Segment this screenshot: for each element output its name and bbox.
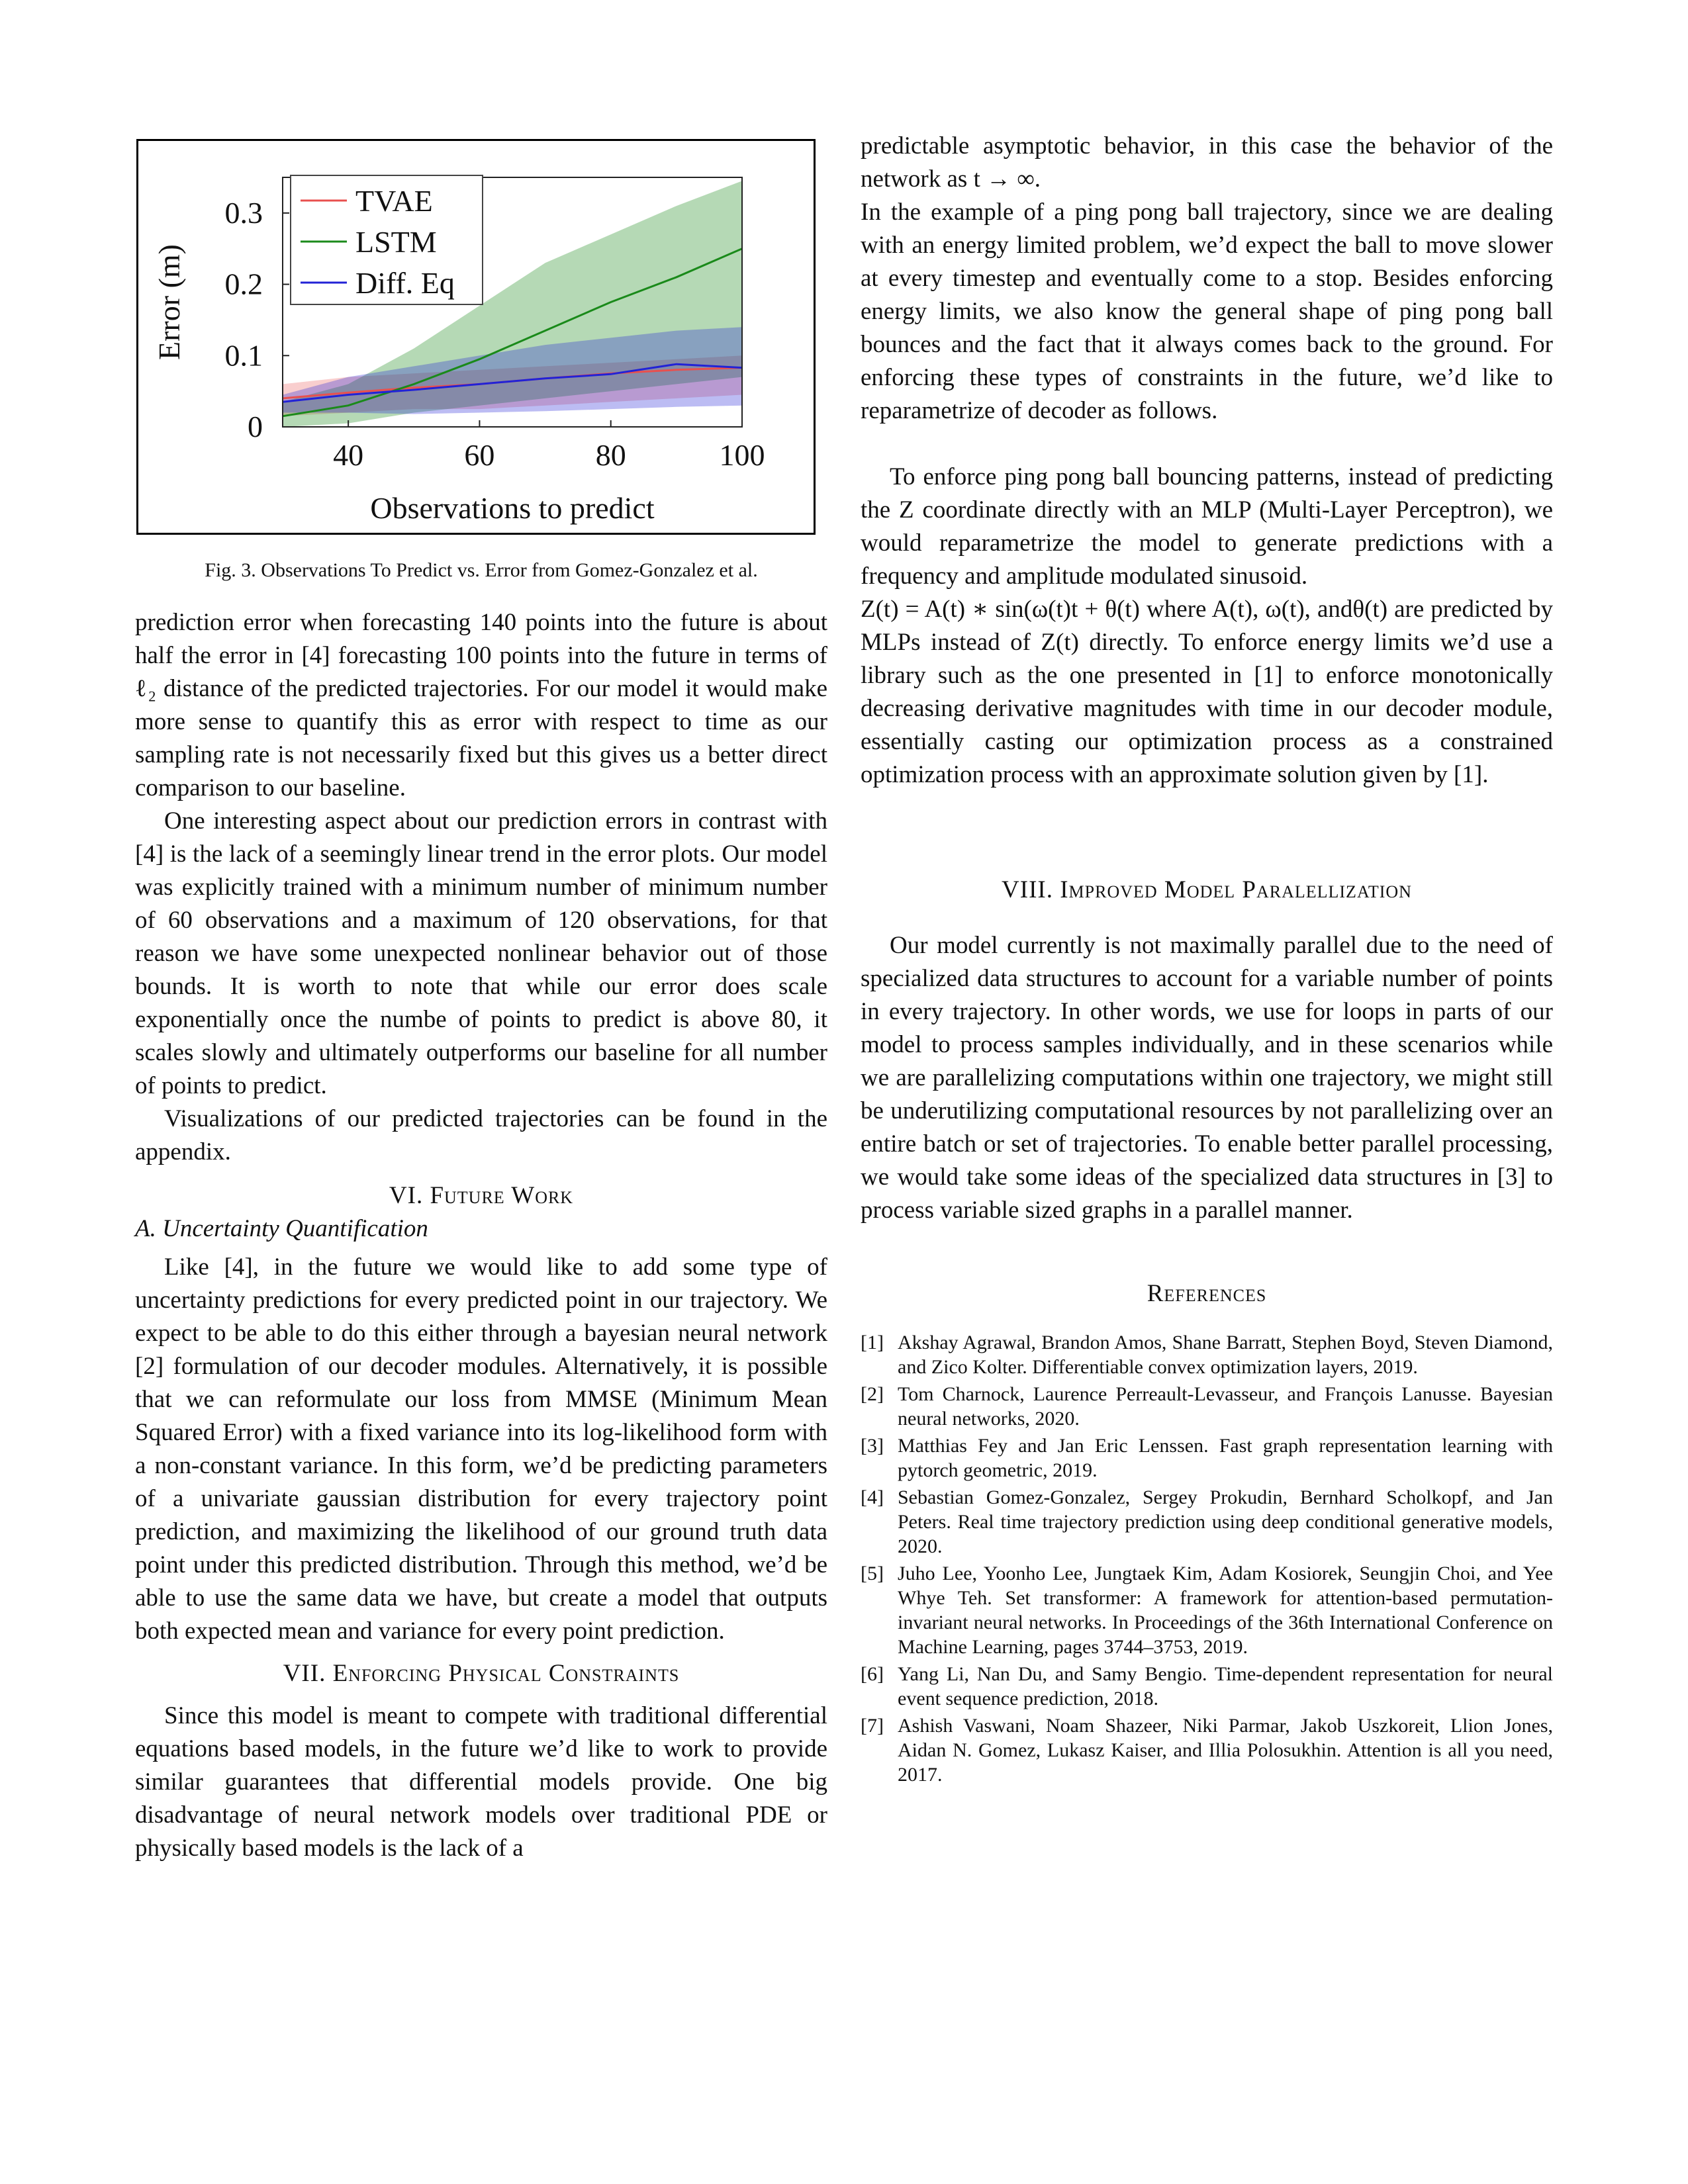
reference-text: Tom Charnock, Laurence Perreault-Levasseur, and François Lanusse. Bayesian neural networks, 2020. [898, 1383, 1553, 1430]
paragraph: Since this model is meant to compete with traditional differential equations based models, in the future we’d like to work to provide similar guarantees that differential models provide. One big disadvantage of neural network models over traditional PDE or physically based models is the lack of a [135, 1702, 827, 1862]
error-chart [138, 141, 814, 533]
left-column [135, 130, 827, 1865]
paragraph: To enforce ping pong ball bouncing patterns, instead of predicting the Z coordinate directly with an MLP (Multi-Layer Perceptron), we would reparametrize the model to generate predictions with a frequency and amplitude modulated sinusoid. [861, 463, 1553, 590]
reference-item [861, 1433, 1553, 1482]
x-tick-label: 100 [719, 438, 765, 472]
section-heading: VI. Future Work [389, 1182, 574, 1209]
paragraph: Visualizations of our predicted trajectories can be found in the appendix. [135, 1105, 827, 1165]
reference-label: [7] [861, 1715, 884, 1737]
x-tick-label: 60 [464, 438, 495, 472]
y-tick-label: 0.2 [224, 267, 263, 301]
paragraph: Z(t) = A(t) ∗ sin(ω(t)t + θ(t) where A(t), ω(t), andθ(t) are predicted by MLPs instead of Z(t) directly. To enforce energy limits we’d use a library such as the one presented in [1] to enforce monotonically decreasing derivative magnitudes with time in our decoder module, essentially casting our optimization process as a constrained optimization process with an approximate solution given by [1]. [861, 596, 1553, 788]
reference-text: Sebastian Gomez-Gonzalez, Sergey Prokudin, Bernhard Scholkopf, and Jan Peters. Real time trajectory prediction using deep conditional generative models, 2020. [898, 1486, 1553, 1557]
paragraph: Our model currently is not maximally parallel due to the need of specialized data structures to account for a variable number of points in every trajectory. In other words, we use for loops in parts of our model to process samples individually, and in these scenarios while we are parallelizing computations within one trajectory, we might still be underutilizing computational resources by not parallelizing over an entire batch or set of trajectories. To enable better parallel processing, we would take some ideas of the specialized data structures in [3] to process variable sized graphs in a parallel manner. [861, 932, 1553, 1224]
figure-3 [136, 139, 816, 535]
paragraph: Like [4], in the future we would like to add some type of uncertainty predictions for every predicted point in our trajectory. We expect to be able to do this either through a bayesian neural network [2] formulation of our decoder modules. Alternatively, it is possible that we can reformulate our loss from MMSE (Minimum Mean Squared Error) with a fixed variance into its log-likelihood form with a non-constant variance. In this form, we’d be predicting parameters of a univariate gaussian distribution for every trajectory point prediction, and maximizing the likelihood of our ground truth data point under this predicted distribution. Through this method, we’d be able to use the same data we have, but create a model that outputs both expected mean and variance for every point prediction. [135, 1253, 827, 1645]
section-heading: VII. Enforcing Physical Constraints [283, 1660, 680, 1687]
paragraph: In the example of a ping pong ball trajectory, since we are dealing with an energy limited problem, we’d expect the ball to move slower at every timestep and eventually come to a stop. Besides enforcing energy limits, we also know the general shape of ping pong ball bounces and the fact that it always comes back to the ground. For enforcing these types of constraints in the future, we’d like to reparametrize of decoder as follows. [861, 199, 1553, 424]
reference-label: [2] [861, 1383, 884, 1405]
reference-item [861, 1713, 1553, 1787]
reference-item [861, 1485, 1553, 1559]
reference-text: Juho Lee, Yoonho Lee, Jungtaek Kim, Adam Kosiorek, Seungjin Choi, and Yee Whye Teh. Set transformer: A framework for attention-based permutation-invariant neural networks. In Proceedings of the 36th International Conference on Machine Learning, pages 3744–3753, 2019. [898, 1563, 1553, 1658]
reference-label: [1] [861, 1332, 884, 1353]
reference-label: [5] [861, 1563, 884, 1584]
y-tick-label: 0.3 [224, 195, 263, 230]
y-tick-label: 0 [248, 410, 263, 443]
paragraph: One interesting aspect about our prediction errors in contrast with [4] is the lack of a seemingly linear trend in the error plots. Our model was explicitly trained with a minimum number of minimum number of 60 observations and a maximum of 120 observations, for that reason we have some unexpected nonlinear behavior out of those bounds. It is worth to note that while our error does scale exponentially once the numbe of points to predict is above 80, it scales slowly and ultimately outperforms our baseline for all number of points to predict. [135, 807, 827, 1099]
section-heading: VIII. Improved Model Paralellization [1002, 876, 1412, 903]
reference-item [861, 1662, 1553, 1711]
reference-text: Yang Li, Nan Du, and Samy Bengio. Time-dependent representation for neural event sequence prediction, 2018. [898, 1663, 1553, 1709]
paragraph: predictable asymptotic behavior, in this case the behavior of the network as t → ∞. [861, 132, 1553, 193]
reference-list [861, 1330, 1553, 1787]
subsection-heading: A. Uncertainty Quantification [135, 1215, 428, 1242]
x-tick-label: 40 [333, 438, 364, 472]
reference-item [861, 1561, 1553, 1659]
references-heading: References [1147, 1280, 1267, 1307]
x-tick-label: 80 [595, 438, 626, 472]
legend-label: TVAE [355, 184, 433, 218]
reference-label: [4] [861, 1486, 884, 1508]
y-axis-label: Error (m) [152, 244, 186, 360]
reference-item [861, 1330, 1553, 1379]
reference-text: Matthias Fey and Jan Eric Lenssen. Fast graph representation learning with pytorch geometric, 2019. [898, 1435, 1553, 1481]
reference-text: Ashish Vaswani, Noam Shazeer, Niki Parmar, Jakob Uszkoreit, Llion Jones, Aidan N. Gomez, Lukasz Kaiser, and Illia Polosukhin. Attention is all you need, 2017. [898, 1715, 1553, 1786]
reference-label: [3] [861, 1435, 884, 1457]
right-column [861, 130, 1553, 1790]
legend-label: LSTM [355, 225, 437, 259]
reference-item [861, 1382, 1553, 1431]
legend-label: Diff. Eq [355, 266, 455, 300]
y-tick-label: 0.1 [224, 338, 263, 373]
paragraph: prediction error when forecasting 140 points into the future is about half the error in [4] forecasting 100 points into the future in terms of ℓ₂ distance of the predicted trajectories. For our model it would make more sense to quantify this as error with respect to time as our sampling rate is not necessarily fixed but this gives us a better direct comparison to our baseline. [135, 609, 827, 801]
figure-caption: Fig. 3. Observations To Predict vs. Error from Gomez-Gonzalez et al. [205, 559, 758, 581]
x-axis-label: Observations to predict [370, 491, 655, 525]
reference-text: Akshay Agrawal, Brandon Amos, Shane Barratt, Stephen Boyd, Steven Diamond, and Zico Kolter. Differentiable convex optimization layers, 2019. [898, 1332, 1553, 1378]
reference-label: [6] [861, 1663, 884, 1685]
